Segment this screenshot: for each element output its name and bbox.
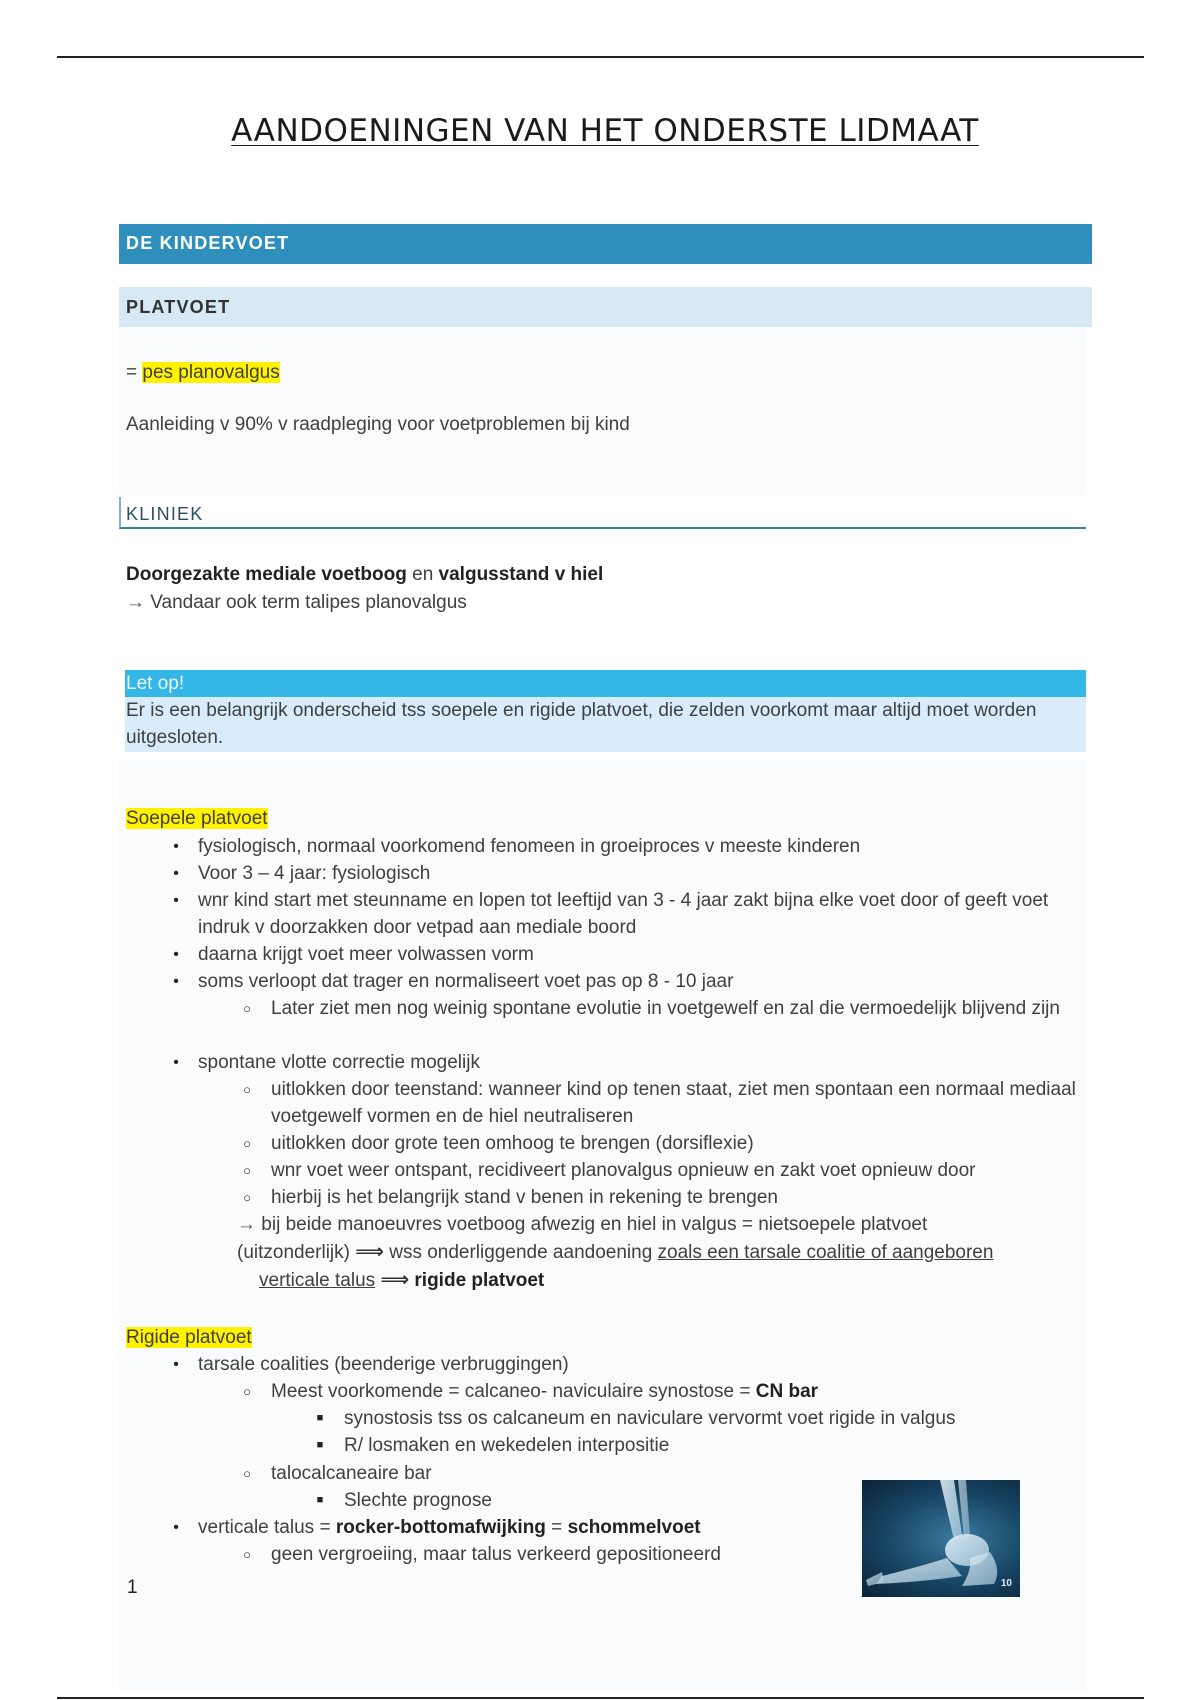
list-item: • wnr kind start met steunname en lopen tot leeftijd van 3 - 4 jaar zakt bijna elke voet door of geeft voet indruk v doorzakken door vetpad aan mediale boord xyxy=(198,887,1078,941)
note-title: Let op! xyxy=(125,670,1086,697)
conclusion-line-1: → bij beide manoeuvres voetboog afwezig en hiel in valgus = nietsoepele platvoet xyxy=(237,1214,928,1235)
circle-bullet-icon: ○ xyxy=(243,1466,251,1481)
xray-foot-image xyxy=(862,1480,1020,1597)
square-bullet-icon: ■ xyxy=(316,1494,324,1506)
bullet-icon: • xyxy=(173,946,179,963)
bullet-icon: • xyxy=(173,973,179,990)
arrow-icon: → xyxy=(237,1214,256,1235)
list-item: ○ geen vergroeiing, maar talus verkeerd gepositioneerd xyxy=(271,1541,1081,1568)
list-item: ○ uitlokken door teenstand: wanneer kind op tenen staat, ziet men spontaan een normaal mediaal voetgewelf vormen en de hiel neutraliseren xyxy=(271,1076,1081,1130)
kliniek-line-2-text: Vandaar ook term talipes planovalgus xyxy=(145,592,467,613)
bullet-icon: • xyxy=(173,1054,179,1071)
page-number: 1 xyxy=(127,1577,138,1598)
list-item: ○ Meest voorkomende = calcaneo- naviculaire synostose = CN bar xyxy=(271,1378,1081,1405)
list-item: ■ R/ losmaken en wekedelen interpositie xyxy=(344,1432,1044,1459)
list-item: • daarna krijgt voet meer volwassen vorm xyxy=(198,941,1078,968)
arrow-icon: → xyxy=(126,592,145,613)
conclusion-line-3: verticale talus ⟹ rigide platvoet xyxy=(259,1269,545,1291)
bullet-icon: • xyxy=(173,1356,179,1373)
kliniek-bold-2: valgusstand v hiel xyxy=(438,564,604,585)
circle-bullet-icon: ○ xyxy=(243,1001,251,1016)
circle-bullet-icon: ○ xyxy=(243,1190,251,1205)
double-arrow-icon: ⟹ xyxy=(380,1269,410,1291)
soepele-heading xyxy=(126,805,268,832)
image-badge: 10 xyxy=(1000,1578,1012,1589)
kliniek-line-2 xyxy=(126,589,467,616)
list-item: ○ hierbij is het belangrijk stand v benen in rekening te brengen xyxy=(271,1184,1081,1211)
definition-prefix: = xyxy=(126,362,143,383)
kliniek-mid: en xyxy=(406,564,439,585)
kliniek-line-1 xyxy=(126,561,603,588)
note-body: Er is een belangrijk onderscheid tss soepele en rigide platvoet, die zelden voorkomt maar altijd moet worden uitgesloten. xyxy=(125,697,1086,752)
list-item: ■ synostosis tss os calcaneum en naviculare vervormt voet rigide in valgus xyxy=(344,1405,1044,1432)
rigide-heading-text: Rigide platvoet xyxy=(126,1327,252,1348)
document-title: AANDOENINGEN VAN HET ONDERSTE LIDMAAT xyxy=(231,113,979,149)
intro-text: Aanleiding v 90% v raadpleging voor voetproblemen bij kind xyxy=(126,414,630,435)
definition-line xyxy=(126,359,280,386)
square-bullet-icon: ■ xyxy=(316,1412,324,1424)
bottom-rule xyxy=(57,1697,1144,1699)
circle-bullet-icon: ○ xyxy=(243,1384,251,1399)
list-item: • fysiologisch, normaal voorkomend fenomeen in groeiproces v meeste kinderen xyxy=(198,833,1078,860)
square-bullet-icon: ■ xyxy=(316,1439,324,1451)
list-item: ■ Slechte prognose xyxy=(344,1487,1044,1514)
double-arrow-icon: ⟹ xyxy=(355,1241,384,1263)
bullet-icon: • xyxy=(173,1519,179,1536)
section-heading: DE KINDERVOET xyxy=(119,224,1092,264)
circle-bullet-icon: ○ xyxy=(243,1136,251,1151)
list-item: ○ talocalcaneaire bar xyxy=(271,1460,1081,1487)
kliniek-heading: KLINIEK xyxy=(119,497,1086,529)
soepele-heading-text: Soepele platvoet xyxy=(126,808,268,829)
list-item: • soms verloopt dat trager en normaliseert voet pas op 8 - 10 jaar xyxy=(198,968,1078,995)
list-item: • verticale talus = rocker-bottomafwijking = schommelvoet xyxy=(198,1514,1078,1541)
circle-bullet-icon: ○ xyxy=(243,1163,251,1178)
definition-term: pes planovalgus xyxy=(142,362,280,383)
circle-bullet-icon: ○ xyxy=(243,1547,251,1562)
bullet-icon: • xyxy=(173,865,179,882)
conclusion-line-2: (uitzonderlijk) ⟹ wss onderliggende aandoening zoals een tarsale coalitie of aangeboren xyxy=(237,1241,994,1263)
bullet-icon: • xyxy=(173,892,179,909)
list-item: • Voor 3 – 4 jaar: fysiologisch xyxy=(198,860,1078,887)
list-item: • tarsale coalities (beenderige verbruggingen) xyxy=(198,1351,1078,1378)
top-rule xyxy=(57,56,1144,58)
circle-bullet-icon: ○ xyxy=(243,1082,251,1097)
bullet-icon: • xyxy=(173,838,179,855)
foot-bones-icon xyxy=(862,1480,1020,1597)
subsection-heading: PLATVOET xyxy=(119,287,1092,327)
rigide-heading xyxy=(126,1324,252,1351)
kliniek-bold-1: Doorgezakte mediale voetboog xyxy=(126,564,407,585)
list-item: ○ uitlokken door grote teen omhoog te brengen (dorsiflexie) xyxy=(271,1130,1081,1157)
list-item: ○ wnr voet weer ontspant, recidiveert planovalgus opnieuw en zakt voet opnieuw door xyxy=(271,1157,1081,1184)
list-item: • spontane vlotte correctie mogelijk xyxy=(198,1049,1078,1076)
list-item: ○ Later ziet men nog weinig spontane evolutie in voetgewelf en zal die vermoedelijk blijvend zijn xyxy=(271,995,1081,1022)
